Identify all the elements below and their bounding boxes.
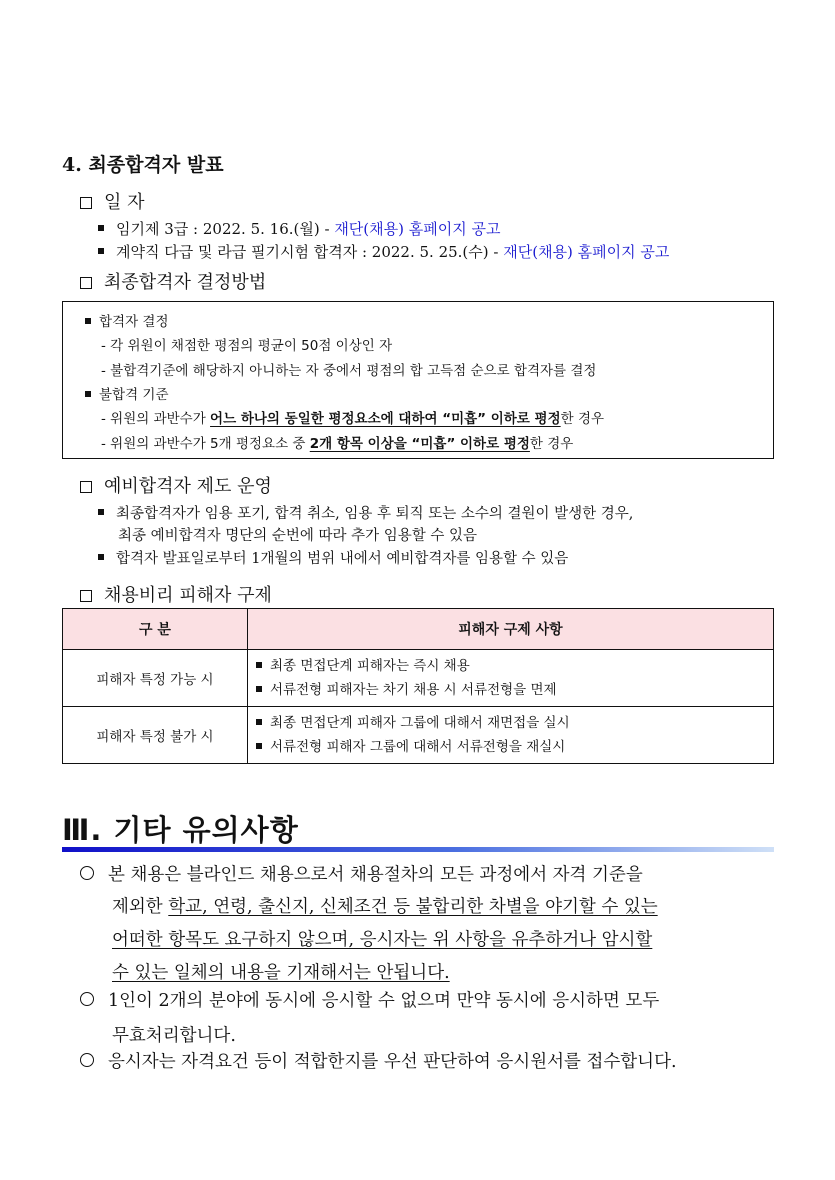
row-category: 피해자 특정 불가 시 — [63, 707, 248, 764]
notice-text: 제외한 — [112, 897, 169, 917]
section-title: 4. 최종합격자 발표 — [62, 154, 224, 176]
notice-line: 무효처리합니다. — [112, 1026, 236, 1046]
circle-bullet-icon — [80, 992, 94, 1006]
bullet-icon — [256, 719, 262, 725]
reserve-item-cont: 최종 예비합격자 명단의 순번에 따라 추가 임용할 수 있음 — [118, 528, 478, 544]
detail-text: 서류전형 피해자 그룹에 대해서 서류전형을 재실시 — [270, 739, 566, 755]
notice-text: 응시자는 자격요건 등이 적합한지를 우선 판단하여 응시원서를 접수합니다. — [108, 1052, 677, 1072]
homepage-notice-link[interactable]: 재단(채용) 홈페이지 공고 — [503, 243, 670, 261]
circle-bullet-icon — [80, 1053, 94, 1067]
relief-table — [62, 608, 774, 764]
homepage-notice-link[interactable]: 재단(채용) 홈페이지 공고 — [334, 220, 501, 238]
checkbox-square-icon — [80, 197, 92, 209]
row-details — [248, 650, 774, 707]
circle-bullet-icon — [80, 866, 94, 880]
bullet-icon — [85, 318, 91, 324]
fail-label-text: 불합격 기준 — [99, 387, 169, 403]
fail-line — [101, 432, 573, 452]
pass-line: - 각 위원이 채점한 평점의 평균이 50점 이상인 자 — [101, 338, 393, 354]
reserve-item — [98, 502, 633, 523]
fail-line-text: - 위원의 과반수가 — [101, 411, 211, 427]
row-details — [248, 707, 774, 764]
bullet-icon — [256, 662, 262, 668]
schedule-item-text: 계약직 다급 및 라급 필기시험 합격자 : 2022. 5. 25.(수) - — [116, 243, 504, 261]
detail-line — [256, 654, 765, 678]
notice-text: 본 채용은 블라인드 채용으로서 채용절차의 모든 과정에서 자격 기준을 — [108, 865, 643, 885]
column-header-details: 피해자 구제 사항 — [248, 609, 774, 650]
bullet-icon — [98, 509, 104, 515]
reserve-heading-label: 예비합격자 제도 운영 — [104, 476, 272, 497]
method-heading-label: 최종합격자 결정방법 — [104, 272, 267, 293]
fail-line-emphasis: 2개 항목 이상을 “미흡” 이하로 평정 — [309, 436, 530, 452]
detail-line — [256, 678, 765, 702]
pass-label-text: 합격자 결정 — [99, 314, 169, 330]
reserve-heading — [80, 472, 272, 498]
reserve-item-text: 최종합격자가 임용 포기, 합격 취소, 임용 후 퇴직 또는 소수의 결원이 발생한 경우, — [116, 506, 634, 522]
checkbox-square-icon — [80, 277, 92, 289]
column-header-category: 구 분 — [63, 609, 248, 650]
bullet-icon — [256, 743, 262, 749]
checkbox-square-icon — [80, 481, 92, 493]
notice-underlined-line: 수 있는 일체의 내용을 기재해서는 안됩니다. — [112, 963, 450, 983]
fail-line-text: - 위원의 과반수가 5개 평정요소 중 — [101, 436, 310, 452]
notice-text: 1인이 2개의 분야에 동시에 응시할 수 없으며 만약 동시에 응시하면 모두 — [108, 991, 660, 1011]
schedule-item — [98, 218, 500, 239]
row-category: 피해자 특정 가능 시 — [63, 650, 248, 707]
decision-method-box — [62, 301, 774, 459]
table-row — [63, 650, 774, 707]
notice-paragraph — [80, 985, 659, 1017]
fail-line-text: 한 경우 — [529, 436, 574, 452]
schedule-item — [98, 241, 669, 262]
detail-text: 최종 면접단계 피해자 그룹에 대해서 재면접을 실시 — [270, 715, 570, 731]
bullet-icon — [256, 686, 262, 692]
section-title: Ⅲ. 기타 유의사항 — [62, 813, 299, 847]
fail-label — [85, 383, 169, 403]
table-row — [63, 707, 774, 764]
relief-heading — [80, 581, 272, 607]
fail-line-emphasis: 어느 하나의 동일한 평정요소에 대하여 “미흡” 이하로 평정 — [210, 411, 561, 427]
detail-line — [256, 735, 765, 759]
relief-heading-label: 채용비리 피해자 구제 — [104, 585, 272, 606]
detail-text: 최종 면접단계 피해자는 즉시 채용 — [270, 658, 470, 674]
checkbox-square-icon — [80, 590, 92, 602]
detail-line — [256, 711, 765, 735]
bullet-icon — [85, 391, 91, 397]
fail-line-text: 한 경우 — [560, 411, 605, 427]
pass-line: - 불합격기준에 해당하지 아니하는 자 중에서 평점의 합 고득점 순으로 합격자를 결정 — [101, 363, 597, 379]
notice-paragraph — [80, 1046, 677, 1078]
reserve-item-text: 합격자 발표일로부터 1개월의 범위 내에서 예비합격자를 임용할 수 있음 — [116, 551, 569, 567]
detail-text: 서류전형 피해자는 차기 채용 시 서류전형을 면제 — [270, 682, 557, 698]
fail-line — [101, 407, 604, 427]
bullet-icon — [98, 225, 104, 231]
schedule-heading — [80, 188, 145, 214]
schedule-item-text: 임기제 3급 : 2022. 5. 16.(월) - — [116, 220, 335, 238]
notice-underlined-line: 어떠한 항목도 요구하지 않으며, 응시자는 위 사항을 유추하거나 암시할 — [112, 930, 653, 950]
notice-underlined-text: 학교, 연령, 출신지, 신체조건 등 불합리한 차별을 야기할 수 있는 — [168, 897, 658, 917]
bullet-icon — [98, 248, 104, 254]
table-header-row — [63, 609, 774, 650]
method-heading — [80, 268, 266, 294]
schedule-heading-label: 일 자 — [104, 192, 145, 213]
pass-label — [85, 310, 169, 330]
section-divider-bar — [62, 847, 774, 852]
notice-line — [112, 893, 658, 918]
reserve-item — [98, 547, 568, 568]
notice-paragraph — [80, 859, 643, 891]
bullet-icon — [98, 554, 104, 560]
